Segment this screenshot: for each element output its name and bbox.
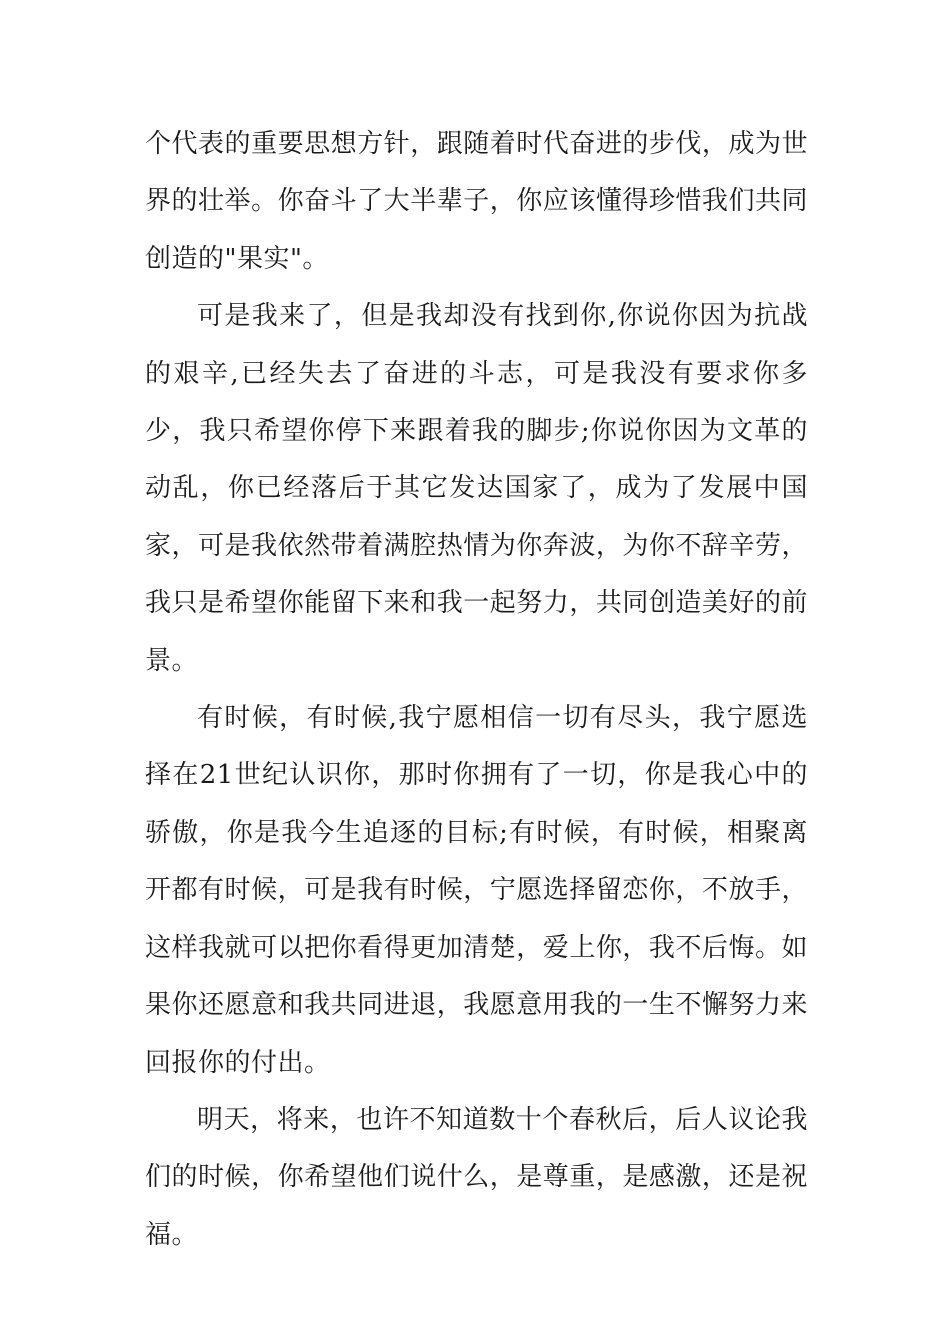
paragraph-continued: 个代表的重要思想方针，跟随着时代奋进的步伐，成为世界的壮举。你奋斗了大半辈子，你应该懂得珍惜我们共同创造的"果实"。 — [145, 129, 808, 274]
body-text — [145, 116, 808, 1264]
paragraph: 可是我来了，但是我却没有找到你,你说你因为抗战的艰辛,已经失去了奋进的斗志，可是我没有要求你多少，我只希望你停下来跟着我的脚步;你说你因为文革的动乱，你已经落后于其它发达国家了，成为了发展中国家，可是我依然带着满腔热情为你奔波，为你不辞辛劳，我只是希望你能留下来和我一起努力，共同创造美好的前景。 — [145, 301, 808, 676]
paragraph: 有时候，有时候,我宁愿相信一切有尽头，我宁愿选择在21世纪认识你，那时你拥有了一切，你是我心中的骄傲，你是我今生追逐的目标;有时候，有时候，相聚离开都有时候，可是我有时候，宁愿选择留恋你，不放手，这样我就可以把你看得更加清楚，爱上你，我不后悔。如果你还愿意和我共同进退，我愿意用我的一生不懈努力来回报你的付出。 — [145, 703, 808, 1078]
paragraph: 明天，将来，也许不知道数十个春秋后，后人议论我们的时候，你希望他们说什么，是尊重，是感激，还是祝福。 — [145, 1104, 808, 1250]
